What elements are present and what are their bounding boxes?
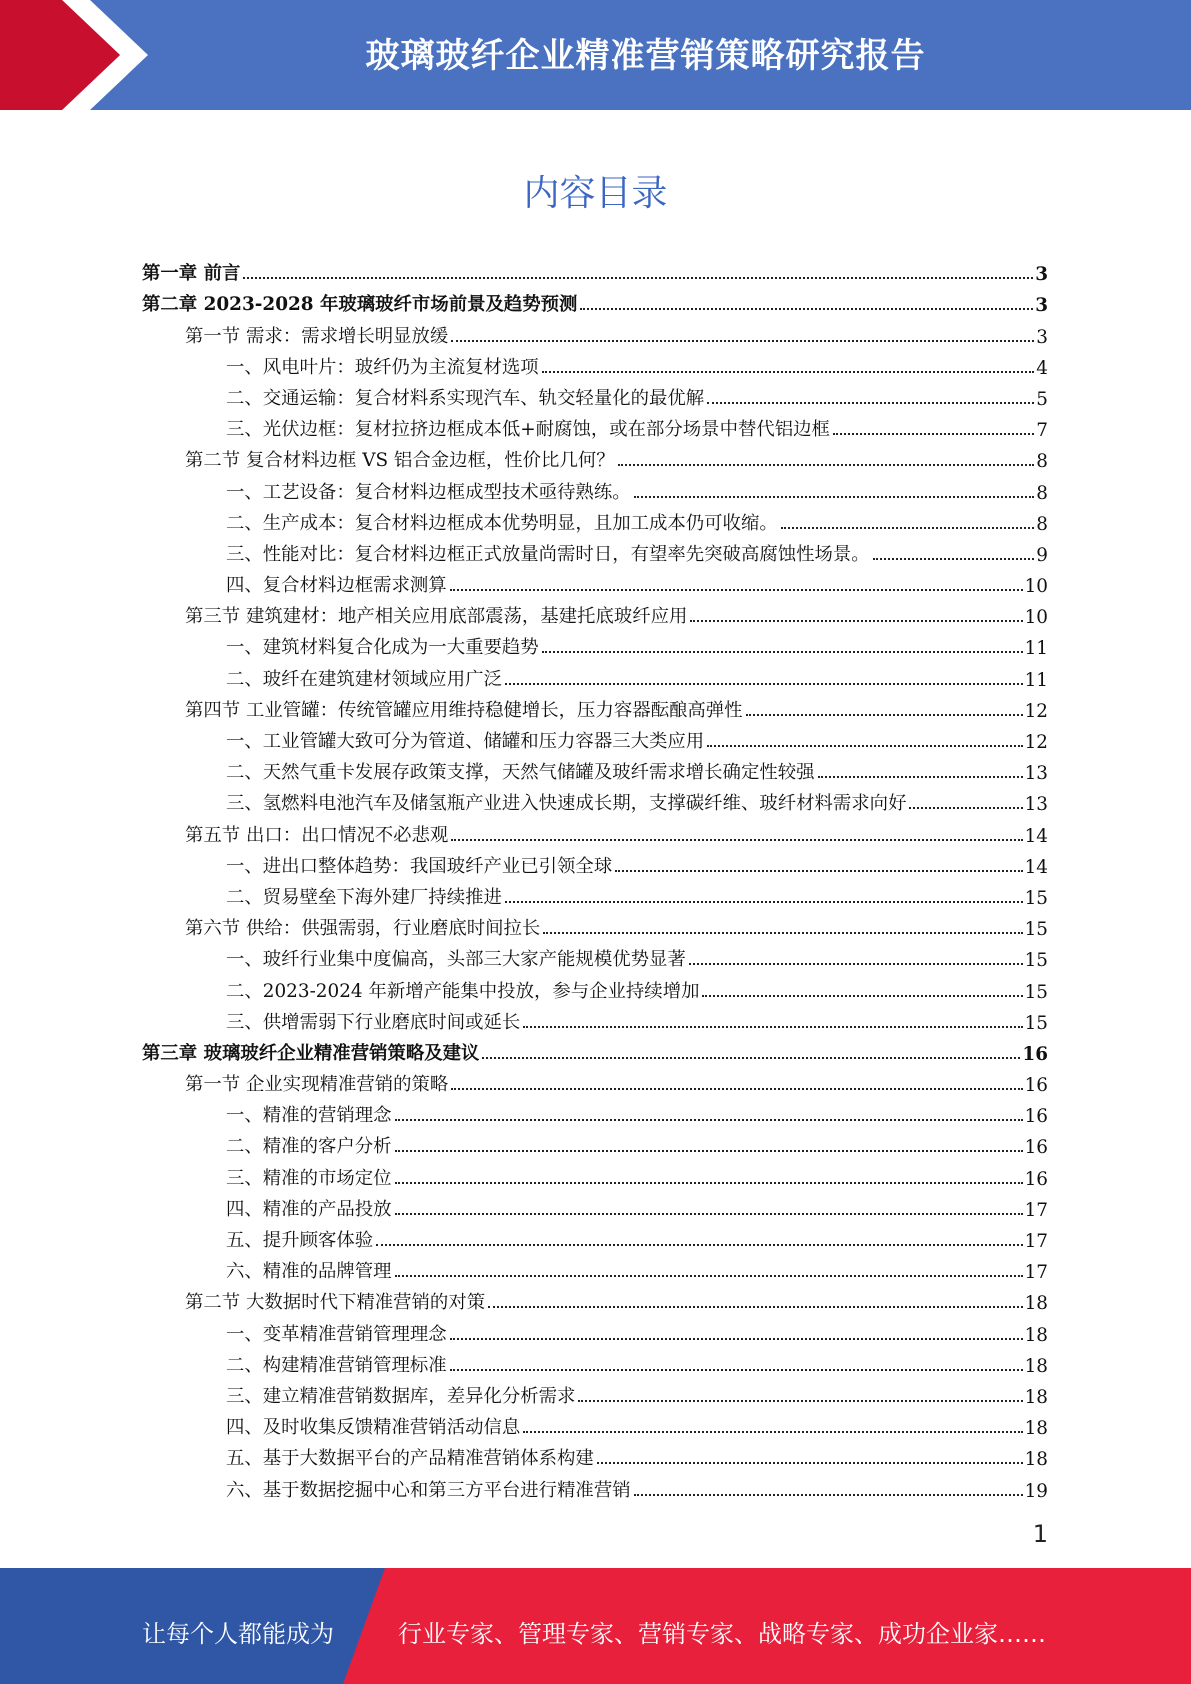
toc-entry-label: 第一节 企业实现精准营销的策略 (185, 1074, 449, 1096)
toc-entry-page: 9 (1036, 544, 1048, 566)
toc-entry-page: 8 (1036, 451, 1048, 473)
toc-entry-page: 15 (1024, 887, 1048, 909)
toc-entry-label: 第三节 建筑建材：地产相关应用底部震荡，基建托底玻纤应用 (185, 606, 688, 628)
toc-entry[interactable] (140, 753, 1048, 784)
toc-entry-page: 14 (1024, 856, 1048, 878)
toc-entry-label: 二、生产成本：复合材料边框成本优势明显，且加工成本仍可收缩。 (226, 512, 778, 534)
toc-entry-label: 一、精准的营销理念 (226, 1105, 392, 1127)
toc-dot-leader (488, 1306, 1022, 1308)
toc-entry-label: 第六节 供给：供强需弱，行业磨底时间拉长 (185, 918, 541, 940)
toc-entry-label: 第五节 出口：出口情况不必悲观 (185, 824, 449, 846)
toc-entry-page: 18 (1024, 1293, 1048, 1315)
toc-dot-leader (615, 870, 1022, 872)
toc-entry-page: 15 (1024, 981, 1048, 1003)
toc-dot-leader (690, 620, 1022, 622)
toc-entry-page: 17 (1024, 1231, 1048, 1252)
toc-entry[interactable] (140, 878, 1048, 909)
toc-entry[interactable] (140, 722, 1048, 753)
toc-entry[interactable] (140, 379, 1048, 410)
toc-entry-label: 六、精准的品牌管理 (226, 1261, 392, 1283)
toc-entry-label: 五、提升顾客体验 (226, 1230, 374, 1251)
toc-dot-leader (505, 901, 1023, 903)
toc-entry-label: 一、变革精准营销管理理念 (226, 1323, 447, 1345)
toc-entry-label: 一、进出口整体趋势：我国玻纤产业已引领全球 (226, 855, 613, 877)
toc-entry-label: 三、建立精准营销数据库，差异化分析需求 (226, 1385, 576, 1407)
toc-dot-leader (450, 589, 1023, 591)
toc-entry-label: 第三章 玻璃玻纤企业精准营销策略及建议 (142, 1042, 480, 1064)
toc-entry[interactable] (140, 1096, 1048, 1127)
toc-entry-label: 一、玻纤行业集中度偏高，头部三大家产能规模优势显著 (226, 949, 686, 971)
toc-dot-leader (523, 1026, 1022, 1028)
toc-dot-leader (909, 807, 1022, 809)
toc-entry-page: 8 (1036, 482, 1048, 504)
toc-entry-label: 四、精准的产品投放 (226, 1198, 392, 1220)
toc-entry-page: 19 (1024, 1480, 1048, 1502)
header-banner (0, 0, 1191, 110)
toc-entry[interactable] (140, 1252, 1048, 1283)
toc-entry-label: 五、基于大数据平台的产品精准营销体系构建 (226, 1448, 594, 1470)
toc-entry-page: 16 (1024, 1168, 1048, 1190)
toc-dot-leader (451, 340, 1034, 342)
toc-dot-leader (580, 308, 1033, 310)
toc-entry-label: 三、性能对比：复合材料边框正式放量尚需时日，有望率先突破高腐蚀性场景。 (226, 543, 870, 565)
toc-dot-leader (707, 402, 1034, 404)
toc-entry[interactable] (140, 628, 1048, 659)
toc-entry[interactable] (140, 1190, 1048, 1221)
toc-entry-label: 四、及时收集反馈精准营销活动信息 (226, 1417, 521, 1439)
toc-entry-label: 第二节 复合材料边框 VS 铝合金边框，性价比几何？ (185, 450, 615, 472)
toc-entry-label: 二、贸易壁垒下海外建厂持续推进 (226, 886, 502, 908)
toc-entry-label: 二、构建精准营销管理标准 (226, 1354, 447, 1376)
toc-dot-leader (702, 995, 1022, 997)
toc-entry[interactable] (140, 1439, 1048, 1470)
toc-entry-page: 3 (1036, 326, 1048, 348)
toc-dot-leader (833, 433, 1034, 435)
toc-entry-page: 18 (1024, 1418, 1048, 1440)
toc-entry[interactable] (140, 971, 1048, 1002)
toc-entry[interactable] (140, 504, 1048, 535)
toc-entry-label: 六、基于数据挖掘中心和第三方平台进行精准营销 (226, 1479, 631, 1501)
page-number: 1 (1032, 1520, 1048, 1548)
toc-entry-page: 10 (1024, 576, 1048, 598)
toc-entry-label: 三、精准的市场定位 (226, 1167, 392, 1189)
toc-entry-page: 11 (1024, 669, 1048, 691)
toc-dot-leader (689, 963, 1023, 965)
toc-entry[interactable] (140, 1283, 1048, 1314)
toc-dot-leader (542, 371, 1035, 373)
toc-entry-label: 第四节 工业管罐：传统管罐应用维持稳健增长，压力容器酝酿高弹性 (185, 699, 743, 721)
toc-dot-leader (395, 1213, 1023, 1215)
toc-entry-label: 二、玻纤在建筑建材领域应用广泛 (226, 668, 502, 690)
toc-entry[interactable] (140, 784, 1048, 815)
toc-entry-page: 16 (1024, 1075, 1048, 1097)
toc-entry-page: 12 (1024, 732, 1048, 753)
toc-entry[interactable] (140, 441, 1048, 472)
toc-dot-leader (395, 1150, 1023, 1152)
toc-entry[interactable] (140, 254, 1048, 285)
toc-entry[interactable] (140, 1158, 1048, 1189)
toc-entry-page: 15 (1024, 950, 1048, 972)
toc-dot-leader (618, 464, 1035, 466)
toc-entry[interactable] (140, 1470, 1048, 1501)
toc-entry-label: 一、工艺设备：复合材料边框成型技术亟待熟练。 (226, 481, 631, 503)
toc-entry-page: 8 (1036, 513, 1048, 535)
toc-entry-page: 12 (1024, 700, 1048, 722)
toc-entry-label: 第二节 大数据时代下精准营销的对策 (185, 1292, 486, 1314)
toc-entry[interactable] (140, 1065, 1048, 1096)
toc-entry-page: 10 (1024, 607, 1048, 629)
toc-entry-label: 二、精准的客户分析 (226, 1136, 392, 1158)
toc-entry-page: 7 (1036, 420, 1048, 442)
toc-entry[interactable] (140, 316, 1048, 347)
toc-entry-page: 16 (1024, 1137, 1048, 1159)
toc-dot-leader (634, 1494, 1023, 1496)
toc-entry-page: 18 (1024, 1355, 1048, 1377)
toc-entry-page: 3 (1035, 295, 1048, 317)
toc-entry[interactable] (140, 410, 1048, 441)
toc-entry-label: 一、工业管罐大致可分为管道、储罐和压力容器三大类应用 (226, 731, 705, 752)
toc-entry[interactable] (140, 691, 1048, 722)
toc-entry-page: 17 (1024, 1199, 1048, 1221)
toc-entry[interactable] (140, 1408, 1048, 1439)
toc-dot-leader (451, 1088, 1022, 1090)
toc-dot-leader (482, 1057, 1020, 1059)
toc-dot-leader (543, 932, 1022, 934)
toc-entry-label: 三、光伏边框：复材拉挤边框成本低+耐腐蚀，或在部分场景中替代铝边框 (226, 419, 830, 441)
toc-entry[interactable] (140, 1034, 1048, 1065)
toc-dot-leader (634, 496, 1035, 498)
toc-entry[interactable] (140, 1003, 1048, 1034)
toc-dot-leader (523, 1431, 1022, 1433)
toc-entry[interactable] (140, 597, 1048, 628)
toc-dot-leader (395, 1119, 1023, 1121)
toc-entry-page: 3 (1035, 264, 1048, 286)
toc-entry-label: 第二章 2023-2028 年玻璃玻纤市场前景及趋势预测 (142, 294, 578, 316)
toc-entry[interactable] (140, 1346, 1048, 1377)
toc-entry-label: 第一章 前言 (142, 263, 241, 285)
footer-slogan-right: 行业专家、管理专家、营销专家、战略专家、成功企业家…… (398, 1620, 1046, 1648)
toc-dot-leader (781, 527, 1035, 529)
toc-entry[interactable] (140, 566, 1048, 597)
footer-slogan-left: 让每个人都能成为 (142, 1620, 334, 1648)
toc-entry[interactable] (140, 535, 1048, 566)
toc-dot-leader (597, 1462, 1023, 1464)
toc-entry-page: 17 (1024, 1262, 1048, 1284)
toc-entry-page: 18 (1024, 1324, 1048, 1346)
toc-dot-leader (818, 776, 1023, 778)
toc-dot-leader (578, 1400, 1022, 1402)
toc-dot-leader (707, 745, 1022, 747)
toc-dot-leader (376, 1244, 1022, 1246)
toc-entry-label: 三、氢燃料电池汽车及储氢瓶产业进入快速成长期，支撑碳纤维、玻纤材料需求向好 (226, 793, 907, 815)
toc-entry-label: 一、建筑材料复合化成为一大重要趋势 (226, 637, 539, 659)
table-of-contents (140, 254, 1048, 1502)
toc-entry-page: 18 (1024, 1386, 1048, 1408)
toc-dot-leader (395, 1275, 1023, 1277)
toc-entry-label: 二、天然气重卡发展存政策支撑，天然气储罐及玻纤需求增长确定性较强 (226, 762, 815, 784)
report-title: 玻璃玻纤企业精准营销策略研究报告 (365, 36, 926, 76)
toc-entry-label: 三、供增需弱下行业磨底时间或延长 (226, 1011, 521, 1033)
toc-dot-leader (873, 558, 1035, 560)
toc-entry-label: 二、交通运输：复合材料系实现汽车、轨交轻量化的最优解 (226, 387, 705, 409)
toc-entry-page: 16 (1024, 1106, 1048, 1128)
toc-dot-leader (451, 839, 1022, 841)
toc-entry-page: 15 (1024, 919, 1048, 941)
toc-entry[interactable] (140, 909, 1048, 940)
toc-entry-page: 15 (1024, 1012, 1048, 1034)
toc-dot-leader (542, 651, 1023, 653)
toc-entry-label: 二、2023-2024 年新增产能集中投放，参与企业持续增加 (226, 980, 700, 1002)
toc-entry-page: 13 (1024, 763, 1048, 785)
toc-entry[interactable] (140, 285, 1048, 316)
footer-banner (0, 1568, 1191, 1684)
toc-entry-page: 16 (1022, 1043, 1048, 1065)
toc-dot-leader (450, 1338, 1023, 1340)
toc-entry[interactable] (140, 847, 1048, 878)
toc-entry[interactable] (140, 1221, 1048, 1252)
toc-entry[interactable] (140, 472, 1048, 503)
toc-entry[interactable] (140, 348, 1048, 379)
toc-heading: 内容目录 (523, 173, 668, 214)
toc-entry[interactable] (140, 1377, 1048, 1408)
toc-entry-page: 14 (1024, 825, 1048, 847)
toc-entry-page: 13 (1024, 794, 1048, 816)
toc-entry[interactable] (140, 815, 1048, 846)
toc-entry-label: 第一节 需求：需求增长明显放缓 (185, 325, 449, 347)
toc-dot-leader (395, 1182, 1023, 1184)
toc-entry-page: 11 (1024, 638, 1048, 660)
toc-entry[interactable] (140, 659, 1048, 690)
toc-entry-page: 4 (1036, 357, 1048, 379)
toc-entry[interactable] (140, 1127, 1048, 1158)
toc-entry-label: 四、复合材料边框需求测算 (226, 575, 447, 597)
toc-entry-page: 5 (1036, 388, 1048, 410)
toc-dot-leader (243, 277, 1033, 279)
toc-dot-leader (450, 1369, 1023, 1371)
toc-entry[interactable] (140, 940, 1048, 971)
toc-entry[interactable] (140, 1314, 1048, 1345)
toc-dot-leader (746, 714, 1023, 716)
toc-entry-page: 18 (1024, 1449, 1048, 1471)
toc-dot-leader (505, 683, 1023, 685)
toc-entry-label: 一、风电叶片：玻纤仍为主流复材选项 (226, 356, 539, 378)
